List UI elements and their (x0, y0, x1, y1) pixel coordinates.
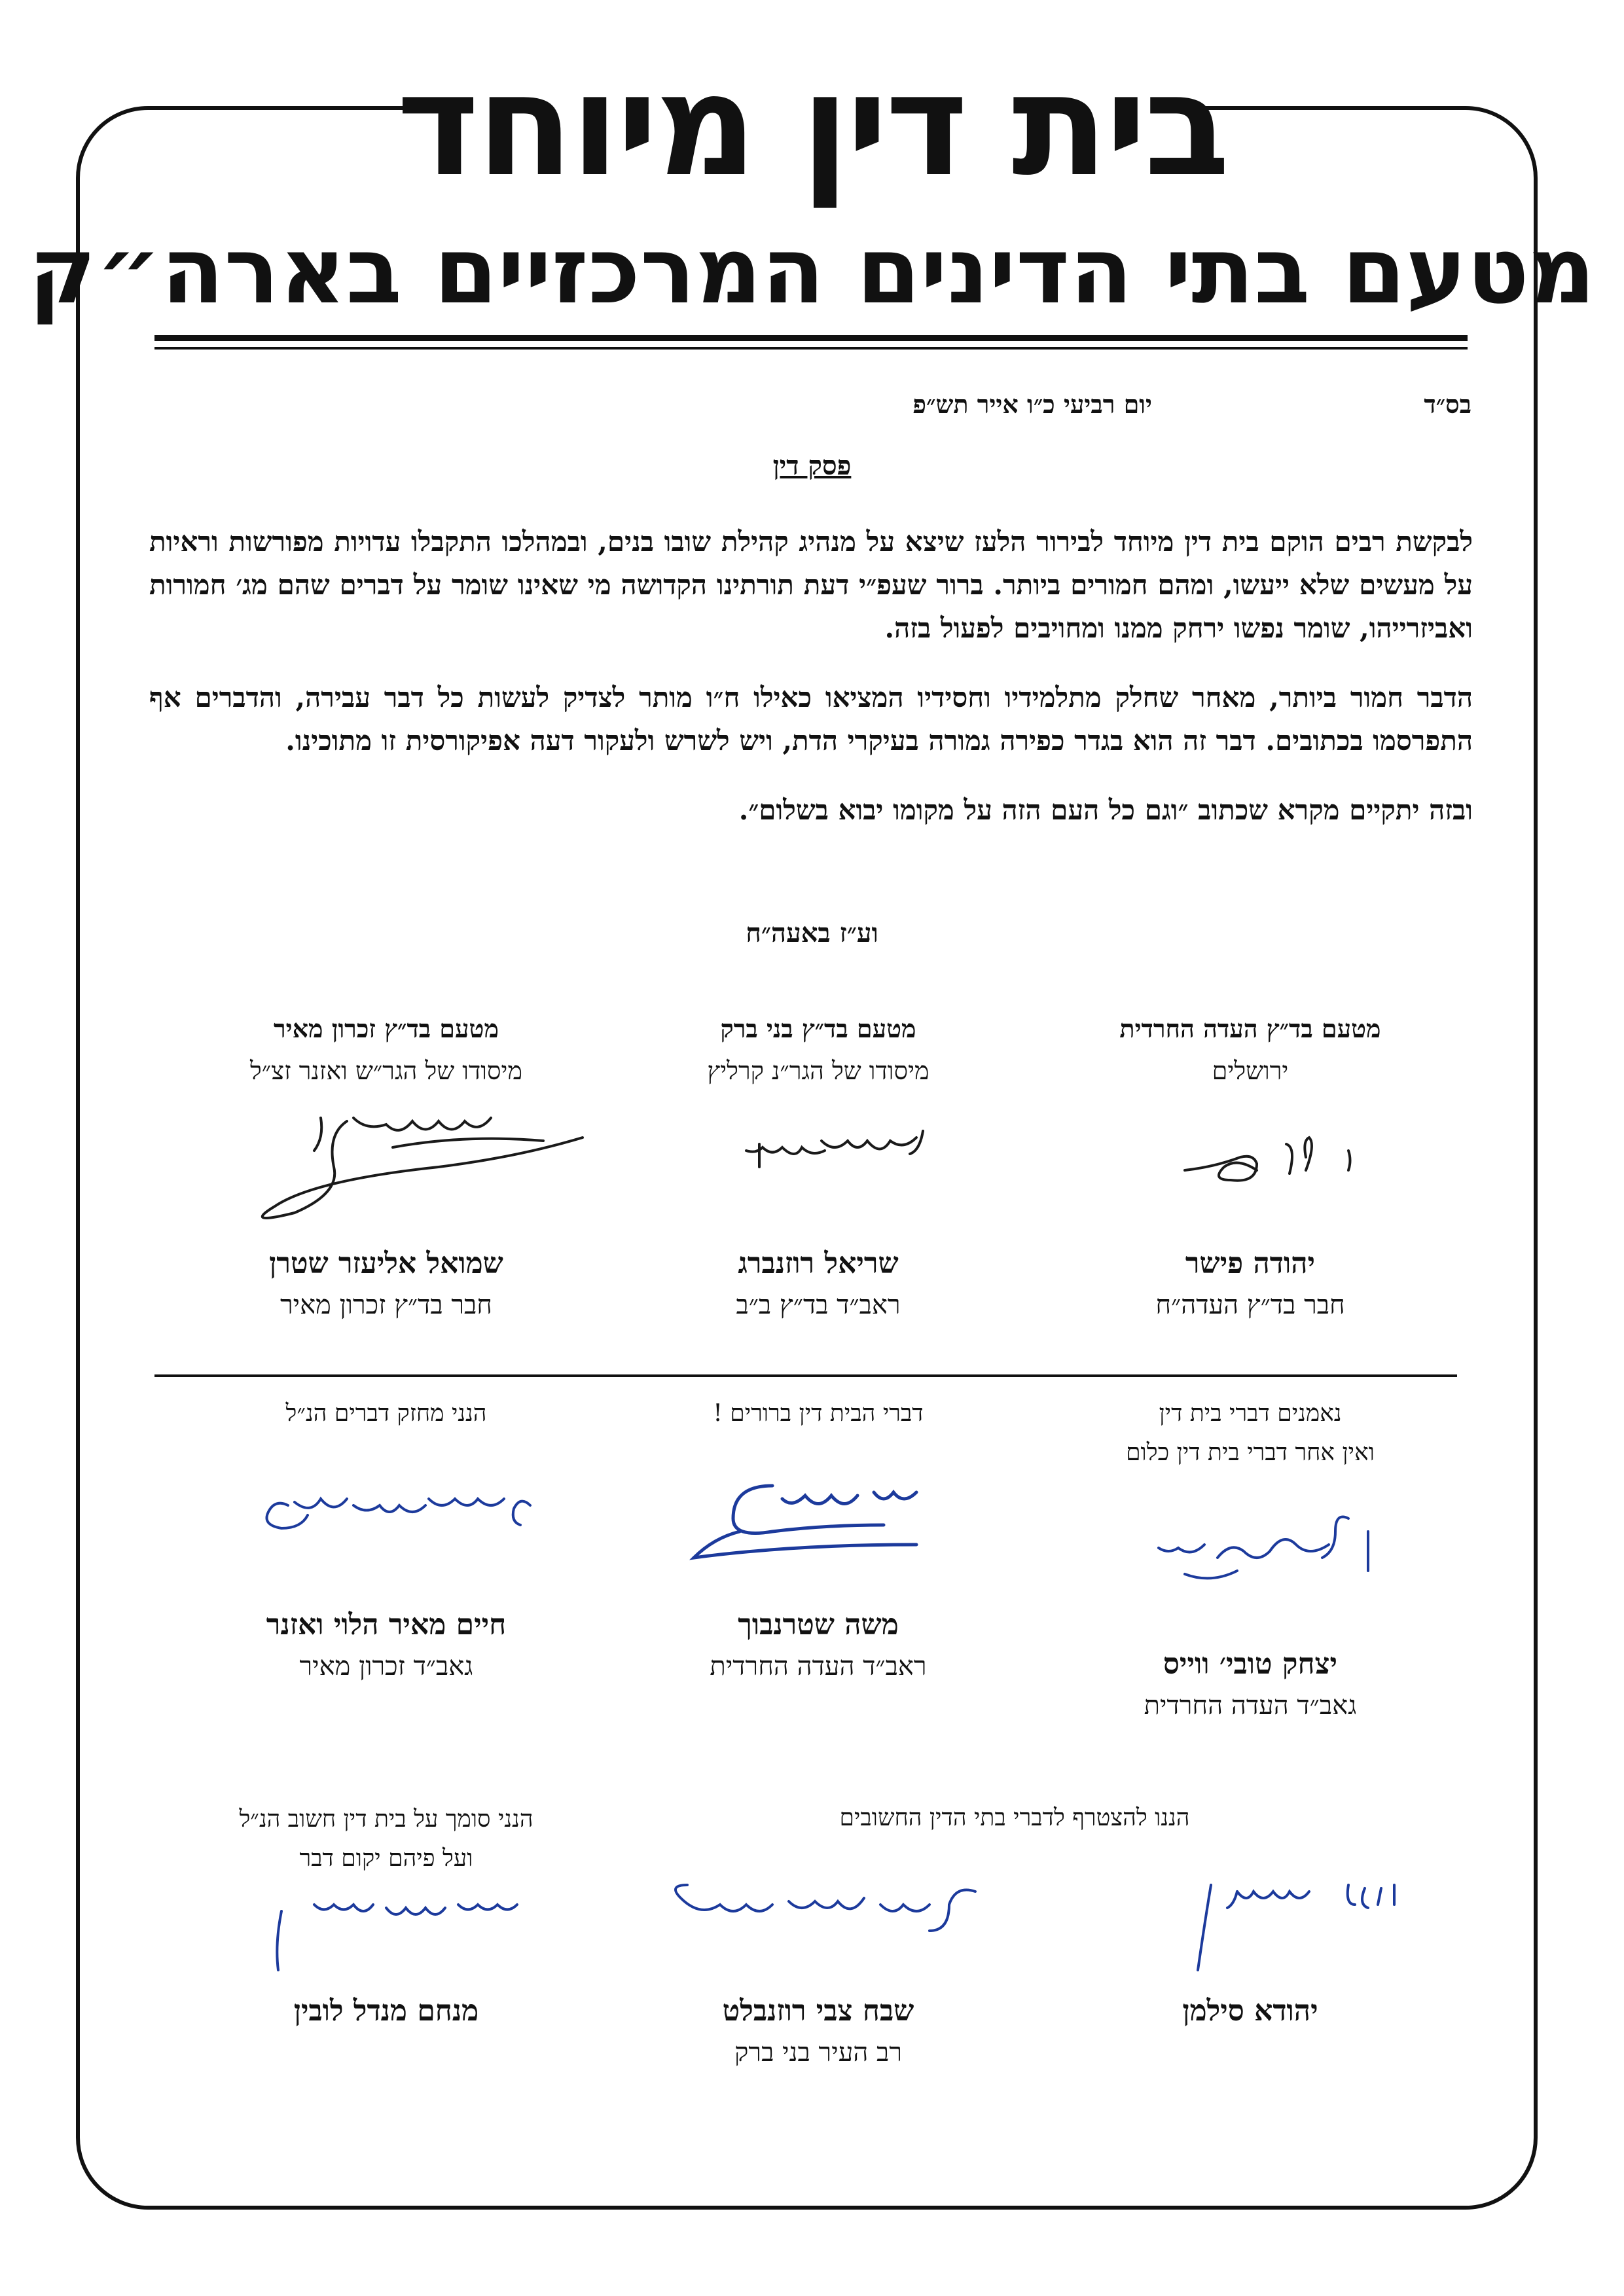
signatory-title: גאב״ד העדה החרדית (1144, 1691, 1357, 1721)
signatory-title: ראב״ד בד״ץ ב״ב (736, 1290, 901, 1320)
endorsement-note: הנני מחזק דברים הנ״ל (285, 1400, 487, 1427)
ruling-paragraph: לבקשת רבים הוקם בית דין מיוחד לבירור הלעז שיצא על מנהיג קהילת שובו בנים, ובמהלכו התקבלו עדויות מפורשות וראיות על מעשים שלא ייעשו, ומהם חמורים ביותר. ברור שעפ״י דעת תורתינו הקדושה מי שאינו שומר על דברים שהם מג׳ חמורות ואביזרייהו, שומר נפשו ירחק ממנו ומחויבים לפעול בזה. (149, 526, 1473, 644)
endorsement-note: ועל פיהם יקום דבר (299, 1845, 473, 1872)
signature-image (609, 1852, 1028, 1990)
closing-line: וע״ז באעה״ח (746, 918, 878, 948)
signatory-name: משה שטרנבוך (738, 1608, 899, 1641)
signature-image (177, 1433, 596, 1604)
signature-image (1041, 1092, 1460, 1242)
endorsement-note: דברי הבית דין ברורים ! (713, 1400, 924, 1427)
signatory-title: חבר בד״ץ זכרון מאיר (280, 1290, 492, 1320)
signatory-silman (1041, 1852, 1460, 2033)
signatory-title: רב העיר בני ברק (734, 2037, 902, 2068)
signatory-rosenberg (609, 1008, 1028, 1325)
court-heading: מטעם בד״ץ זכרון מאיר (273, 1014, 499, 1043)
court-heading: מטעם בד״ץ העדה החרדית (1119, 1014, 1381, 1043)
signatory-stern (177, 1008, 596, 1325)
court-subheading: ירושלים (1212, 1056, 1289, 1085)
ruling-heading: פסק דין (772, 450, 852, 481)
signatory-wosner (177, 1394, 596, 1686)
signatory-name: יהודא סילמן (1182, 1994, 1318, 2028)
signature-image (609, 1092, 1028, 1242)
endorsement-note: נאמנים דברי בית דין (1159, 1400, 1342, 1427)
bsd-mark: בס״ד (1424, 389, 1471, 419)
ruling-body (149, 520, 1473, 858)
court-subheading: מיסודו של הגר״נ קרליץ (707, 1056, 929, 1085)
joined-note: הננו להצטרף לדברי בתי הדין החשובים (839, 1804, 1190, 1831)
signatory-lubin (177, 1800, 596, 2033)
ruling-paragraph: ובזה יתקיים מקרא שכתוב ״וגם כל העם הזה על מקומו יבוא בשלום״. (738, 794, 1473, 826)
signature-image (177, 1878, 596, 1990)
signatory-title: ראב״ד העדה החרדית (710, 1651, 927, 1681)
document-date: יום רביעי כ״ו אייר תש״פ (912, 389, 1152, 419)
signature-image (609, 1433, 1028, 1604)
signature-image (1041, 1852, 1460, 1990)
signatory-weiss (1041, 1394, 1460, 1725)
court-heading: מטעם בד״ץ בני ברק (720, 1014, 916, 1043)
page-subtitle: מטעם בתי הדינים המרכזיים בארה״ק (28, 218, 1596, 325)
endorsement-note: ואין אחר דברי בית דין כלום (1126, 1439, 1375, 1466)
signatory-sternbuch (609, 1394, 1028, 1686)
signatory-name: שמואל אליעזר שטרן (269, 1247, 503, 1280)
court-subheading: מיסודו של הגר״ש ואזנר זצ״ל (249, 1056, 523, 1085)
page-title: בית דין מיוחד (396, 43, 1228, 207)
section-divider (154, 1374, 1457, 1377)
header-rule-thin (154, 347, 1468, 350)
signatory-name: מנחם מנדל לובין (293, 1994, 479, 2028)
signature-image (1041, 1473, 1460, 1643)
signatory-name: יצחק טובי׳ ווייס (1163, 1647, 1338, 1681)
signatory-name: שריאל רוזנברג (738, 1247, 899, 1280)
signatory-title: גאב״ד זכרון מאיר (299, 1651, 473, 1681)
ruling-paragraph: הדבר חמור ביותר, מאחר שחלק מתלמידיו וחסידיו המציאו כאילו ח״ו מותר לצדיק לעשות כל דבר עבירה, והדברים אף התפרסמו בכתובים. דבר זה הוא בגדר כפירה גמורה בעיקרי הדת, ויש לשרש ולעקור דעה אפיקורסית זו מתוכינו. (149, 681, 1473, 757)
signatory-name: שבח צבי רוזנבלט (722, 1994, 914, 2028)
signatory-name: חיים מאיר הלוי ואזנר (266, 1608, 507, 1641)
endorsement-note: הנני סומך על בית דין חשוב הנ״ל (239, 1806, 533, 1833)
signatory-name: יהודה פישר (1185, 1247, 1316, 1280)
signatory-fisher (1041, 1008, 1460, 1325)
signatory-title: חבר בד״ץ העדה״ח (1155, 1290, 1345, 1320)
header-rule-thick (154, 335, 1468, 341)
signature-image (177, 1092, 596, 1242)
signatory-rosenblatt (609, 1852, 1028, 2072)
